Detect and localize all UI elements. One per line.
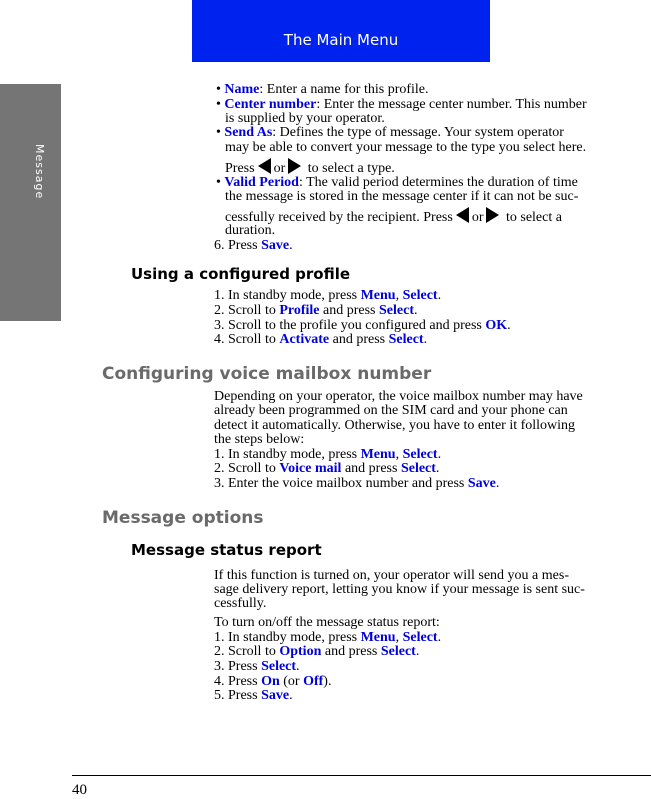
step-text: (or bbox=[279, 674, 304, 689]
step-text: ). bbox=[323, 674, 332, 689]
paragraph-line: detect it automatically. Otherwise, you have to enter it following bbox=[214, 418, 576, 433]
step-1 bbox=[214, 288, 441, 303]
paragraph-line: If this function is turned on, your operator will send you a mes- bbox=[214, 568, 569, 583]
step-4 bbox=[214, 332, 427, 347]
keyword-ok: OK bbox=[485, 318, 508, 333]
step-text: . bbox=[437, 288, 442, 303]
step-text: 6. Press bbox=[214, 238, 262, 253]
step-text: . bbox=[437, 630, 442, 645]
step-6 bbox=[214, 238, 293, 253]
keyword-menu: Menu bbox=[360, 447, 396, 462]
step-text: . bbox=[415, 644, 420, 659]
footer-rule bbox=[72, 775, 651, 776]
page-number: 40 bbox=[72, 782, 87, 798]
step-1 bbox=[214, 630, 441, 645]
bullet-text: : Enter the message center number. This number bbox=[316, 97, 587, 112]
bullet-text: : Enter a name for this profile. bbox=[259, 82, 429, 97]
step-text: . bbox=[435, 461, 440, 476]
press-text: cessfully received by the recipient. Press bbox=[225, 210, 453, 225]
step-text: . bbox=[289, 238, 293, 253]
step-text: 4. Press bbox=[214, 674, 262, 689]
step-text: . bbox=[495, 476, 500, 491]
keyword-valid-period: Valid Period bbox=[224, 175, 299, 190]
paragraph-line: To turn on/off the message status report: bbox=[214, 615, 440, 630]
bullet-send-as: • Send As: Defines the type of message. Your system operator bbox=[216, 125, 564, 140]
step-text: and press bbox=[321, 644, 381, 659]
step-text: and press bbox=[341, 461, 401, 476]
paragraph-line: sage delivery report, letting you know if your message is sent suc- bbox=[214, 582, 585, 597]
step-text: . bbox=[507, 318, 511, 333]
keyword-select: Select bbox=[400, 461, 436, 476]
step-text: . bbox=[423, 332, 428, 347]
step-text: . bbox=[289, 688, 293, 703]
bullet-text-cont: may be able to convert your message to the type you select here. bbox=[225, 140, 587, 155]
step-3 bbox=[214, 318, 511, 333]
keyword-save: Save bbox=[467, 476, 496, 491]
step-2 bbox=[214, 644, 419, 659]
keyword-select: Select bbox=[379, 303, 414, 318]
step-text: 2. Scroll to bbox=[214, 644, 280, 659]
keyword-save: Save bbox=[261, 688, 290, 703]
keyword-save: Save bbox=[261, 238, 290, 253]
left-arrow-icon bbox=[456, 207, 469, 223]
step-text: 1. In standby mode, press bbox=[214, 447, 361, 462]
keyword-activate: Activate bbox=[279, 332, 330, 347]
keyword-select: Select bbox=[261, 659, 297, 674]
step-text: and press bbox=[319, 303, 380, 318]
step-text: 5. Press bbox=[214, 688, 262, 703]
left-arrow-icon bbox=[258, 158, 271, 174]
keyword-select: Select bbox=[402, 288, 438, 303]
keyword-send-as: Send As bbox=[224, 125, 273, 140]
or-text: or bbox=[471, 210, 484, 225]
press-text: Press bbox=[225, 161, 255, 176]
bullet-center-number: • Center number: Enter the message center number. This number bbox=[216, 97, 587, 112]
press-tail: to select a bbox=[505, 210, 562, 225]
bullet-send-as-press bbox=[225, 158, 395, 176]
keyword-voice-mail: Voice mail bbox=[279, 461, 342, 476]
side-tab-label: Message bbox=[33, 144, 46, 200]
paragraph-line: already been programmed on the SIM card and your phone can bbox=[214, 403, 568, 418]
right-arrow-icon bbox=[288, 158, 301, 174]
bullet-text-cont: the message is stored in the message center if it can not be suc- bbox=[225, 189, 579, 204]
step-text: 2. Scroll to bbox=[214, 303, 280, 318]
step-2 bbox=[214, 461, 439, 476]
keyword-select: Select bbox=[402, 630, 438, 645]
step-text: 3. Scroll to the profile you configured and press bbox=[214, 318, 486, 333]
step-text: , bbox=[395, 447, 403, 462]
bullet-text: : The valid period determines the duration of time bbox=[298, 175, 578, 190]
step-text: and press bbox=[329, 332, 389, 347]
step-text: 4. Scroll to bbox=[214, 332, 280, 347]
press-tail: to select a type. bbox=[307, 161, 395, 176]
step-5 bbox=[214, 688, 293, 703]
step-1 bbox=[214, 447, 441, 462]
keyword-option: Option bbox=[279, 644, 322, 659]
heading-message-options: Message options bbox=[102, 508, 264, 528]
bullet-text-cont: duration. bbox=[225, 223, 276, 238]
keyword-off: Off bbox=[303, 674, 324, 689]
step-text: . bbox=[296, 659, 300, 674]
bullet-text-cont: is supplied by your operator. bbox=[225, 111, 385, 126]
step-3 bbox=[214, 476, 499, 491]
step-3 bbox=[214, 659, 300, 674]
step-text: 1. In standby mode, press bbox=[214, 630, 361, 645]
bullet-name: • Name: Enter a name for this profile. bbox=[216, 82, 429, 97]
keyword-profile: Profile bbox=[279, 303, 320, 318]
chapter-header bbox=[192, 0, 490, 62]
step-2 bbox=[214, 303, 418, 318]
keyword-select: Select bbox=[388, 332, 424, 347]
paragraph-line: cessfully. bbox=[214, 596, 267, 611]
chapter-title: The Main Menu bbox=[283, 31, 399, 49]
step-text: . bbox=[437, 447, 442, 462]
step-text: , bbox=[395, 288, 403, 303]
keyword-select: Select bbox=[380, 644, 416, 659]
bullet-valid-period: • Valid Period: The valid period determines the duration of time bbox=[216, 175, 578, 190]
paragraph-line: the steps below: bbox=[214, 432, 305, 447]
keyword-name: Name bbox=[224, 82, 260, 97]
step-text: 2. Scroll to bbox=[214, 461, 280, 476]
bullet-text: : Defines the type of message. Your system operator bbox=[272, 125, 564, 140]
step-text: , bbox=[395, 630, 403, 645]
step-4 bbox=[214, 674, 331, 689]
heading-voice-mailbox: Configuring voice mailbox number bbox=[102, 364, 432, 384]
heading-using-profile: Using a configured profile bbox=[131, 265, 351, 283]
or-text: or bbox=[273, 161, 286, 176]
keyword-select: Select bbox=[402, 447, 438, 462]
step-text: 3. Press bbox=[214, 659, 262, 674]
paragraph-line: Depending on your operator, the voice mailbox number may have bbox=[214, 389, 583, 404]
bullet-valid-press bbox=[225, 207, 562, 225]
heading-status-report: Message status report bbox=[131, 541, 322, 559]
keyword-menu: Menu bbox=[360, 288, 396, 303]
right-arrow-icon bbox=[486, 207, 499, 223]
step-text: . bbox=[414, 303, 418, 318]
step-text: 1. In standby mode, press bbox=[214, 288, 361, 303]
keyword-menu: Menu bbox=[360, 630, 396, 645]
step-text: 3. Enter the voice mailbox number and press bbox=[214, 476, 468, 491]
keyword-on: On bbox=[261, 674, 280, 689]
section-side-tab bbox=[0, 84, 61, 321]
keyword-center-number: Center number bbox=[224, 97, 317, 112]
